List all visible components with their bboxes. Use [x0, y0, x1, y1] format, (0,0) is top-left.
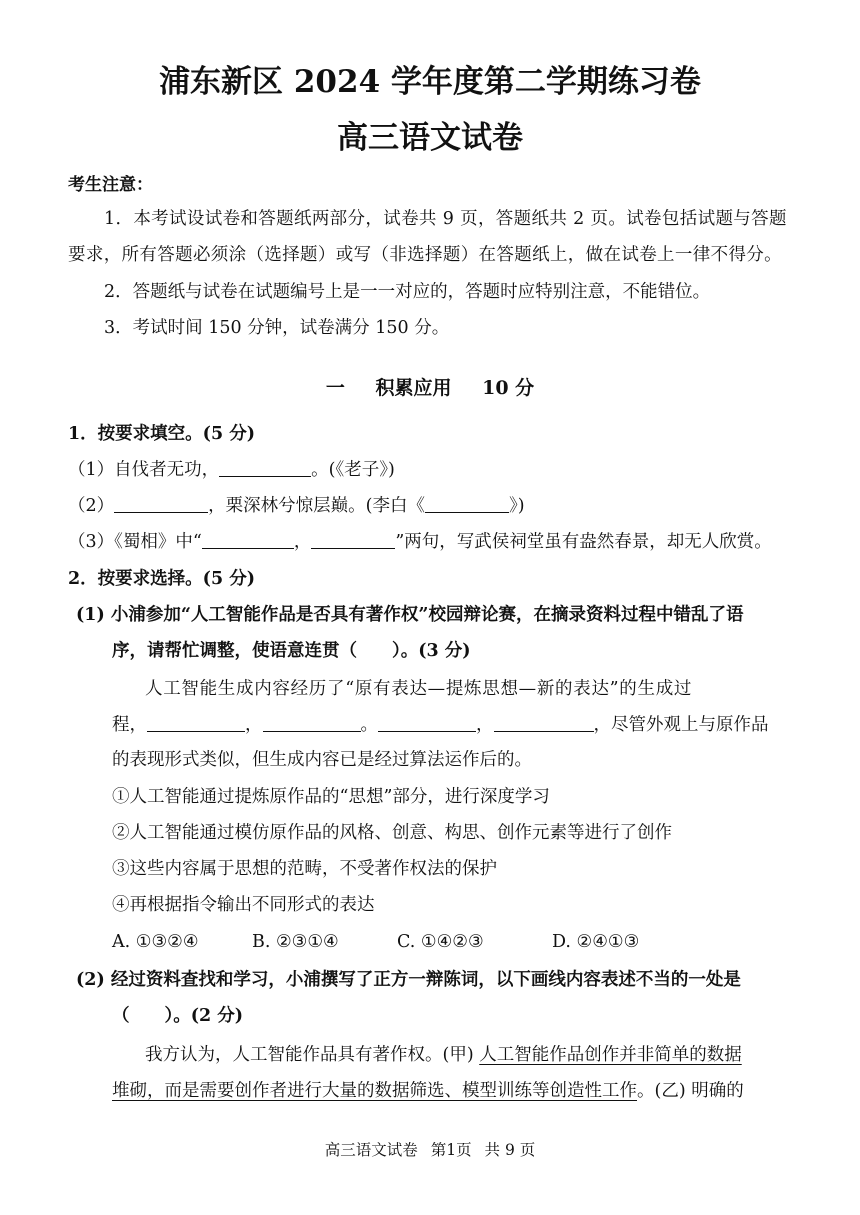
- option-a[interactable]: A. ①③②④: [112, 932, 199, 952]
- q2-passage-line-2: [112, 713, 769, 737]
- passage-text: ，尽管外观上与原作品: [593, 715, 769, 735]
- section-number: 一: [325, 377, 345, 399]
- q2-sentence-2: ②人工智能通过模仿原作品的风格、创意、构思、创作元素等进行了创作: [112, 823, 672, 843]
- answer-blank: [202, 530, 294, 549]
- section-heading: [0, 373, 860, 400]
- q2-passage-line-3: 的表现形式类似，但生成内容已是经过算法运作后的。: [112, 750, 532, 770]
- page-footer: [0, 1138, 860, 1160]
- q2-sub2-line-1: (2) 经过资料查找和学习，小浦撰写了正方一辩陈词，以下画线内容表述不当的一处是: [76, 970, 741, 990]
- q2-sentence-4: ④再根据指令输出不同形式的表达: [112, 895, 375, 915]
- notice-item-3: 3．考试时间 150 分钟，试卷满分 150 分。: [104, 318, 450, 338]
- passage-text: ，: [476, 715, 494, 735]
- answer-blank: [494, 713, 594, 732]
- answer-blank: [311, 530, 395, 549]
- q1-sub3: [68, 530, 772, 554]
- underlined-text: 堆砌，而是需要创作者进行大量的数据筛选、模型训练等创造性工作: [112, 1081, 637, 1101]
- q1-sub3-comma: ，: [293, 532, 312, 552]
- q1-sub2-middle: ，栗深林兮惊层巅。(李白《: [208, 496, 425, 516]
- answer-blank: [425, 494, 509, 513]
- answer-blank: [263, 713, 361, 732]
- passage-text: 程，: [112, 715, 147, 735]
- q2-passage-line-1: 人工智能生成内容经历了“原有表达—提炼思想—新的表达”的生成过: [145, 679, 693, 699]
- section-score: 10 分: [482, 377, 535, 399]
- q1-sub1-prefix: （1）自伐者无功，: [68, 460, 220, 480]
- q1-sub1: [68, 458, 395, 482]
- q1-sub2: [68, 494, 525, 518]
- q2-sub1-line-1: (1) 小浦参加“人工智能作品是否具有著作权”校园辩论赛，在摘录资料过程中错乱了语: [76, 605, 744, 625]
- option-c[interactable]: C. ①④②③: [397, 932, 484, 952]
- passage-text: 。(乙) 明确的: [637, 1081, 744, 1101]
- q2-sentence-3: ③这些内容属于思想的范畴，不受著作权法的保护: [112, 859, 497, 879]
- footer-subject: 高三语文试卷: [324, 1141, 418, 1159]
- section-name: 积累应用: [375, 377, 452, 399]
- passage-text: 。: [360, 715, 378, 735]
- passage-text: ，: [245, 715, 263, 735]
- q1-heading: 1．按要求填空。(5 分): [68, 424, 256, 444]
- q2-sentence-1: ①人工智能通过提炼原作品的“思想”部分，进行深度学习: [112, 787, 550, 807]
- q1-sub2-suffix: 》): [508, 496, 525, 516]
- q2-options: [112, 930, 639, 954]
- q2-passage2-line-2: [112, 1079, 744, 1103]
- q2-heading: 2．按要求选择。(5 分): [68, 569, 256, 589]
- answer-blank: [147, 713, 245, 732]
- q1-sub3-suffix: ”两句，写武侯祠堂虽有盎然春景，却无人欣赏。: [395, 532, 772, 552]
- answer-blank: [114, 494, 208, 513]
- notice-item-1-line-2: 要求，所有答题必须涂（选择题）或写（非选择题）在答题纸上，做在试卷上一律不得分。: [68, 245, 782, 265]
- q2-sub1-line-2: 序，请帮忙调整，使语意连贯（ ）。(3 分): [112, 641, 471, 661]
- option-d[interactable]: D. ②④①③: [552, 932, 640, 952]
- q1-sub3-prefix: （3）《蜀相》中“: [68, 532, 202, 552]
- footer-page-number: 第1页: [430, 1141, 472, 1159]
- option-b[interactable]: B. ②③①④: [252, 932, 339, 952]
- passage-text: 我方认为，人工智能作品具有著作权。(甲): [145, 1045, 480, 1065]
- footer-total-pages: 共 9 页: [484, 1141, 536, 1159]
- q1-sub1-suffix: 。(《老子》): [311, 460, 395, 480]
- q2-passage2-line-1: [145, 1043, 742, 1067]
- answer-blank: [378, 713, 476, 732]
- notice-item-2: 2．答题纸与试卷在试题编号上是一一对应的，答题时应特别注意，不能错位。: [104, 282, 711, 302]
- exam-subtitle: 高三语文试卷: [337, 120, 523, 156]
- notice-heading: 考生注意：: [68, 175, 153, 195]
- notice-item-1-line-1: 1．本考试设试卷和答题纸两部分，试卷共 9 页，答题纸共 2 页。试卷包括试题与答题: [104, 209, 787, 229]
- answer-blank: [219, 458, 311, 477]
- exam-title: 浦东新区 2024 学年度第二学期练习卷: [159, 64, 701, 100]
- q1-sub2-prefix: （2）: [68, 496, 115, 516]
- q2-sub2-line-2: （ ）。(2 分): [112, 1006, 244, 1026]
- underlined-text: 人工智能作品创作并非简单的数据: [479, 1045, 742, 1065]
